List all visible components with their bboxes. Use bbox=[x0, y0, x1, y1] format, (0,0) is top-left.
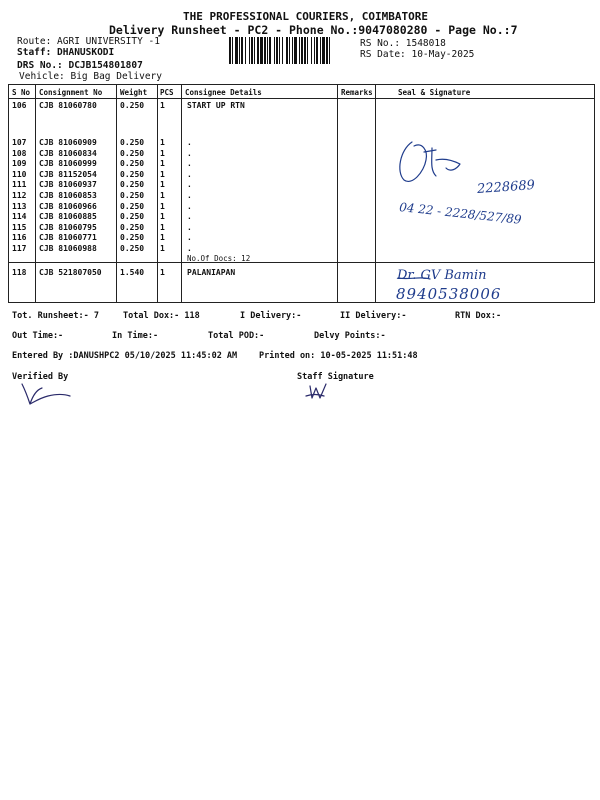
staff-label: Staff: DHANUSKODI bbox=[17, 47, 115, 58]
cell-weight: 0.250 bbox=[120, 233, 145, 243]
cell-weight: 1.540 bbox=[120, 268, 145, 277]
col-header-seal: Seal & Signature bbox=[398, 88, 471, 97]
out-time: Out Time:- bbox=[12, 331, 64, 341]
cell-pcs: 1 bbox=[160, 101, 165, 110]
cell-weight: 0.250 bbox=[120, 148, 145, 158]
col-header-sno: S No bbox=[12, 88, 31, 97]
cell-weight: 0.250 bbox=[120, 191, 145, 200]
cell-consignment: CJB 81060853 bbox=[39, 191, 97, 200]
no-of-docs: No.Of Docs: 12 bbox=[187, 254, 251, 263]
entered-by: Entered By :DANUSHPC2 05/10/2025 11:45:02 AM bbox=[12, 351, 238, 361]
handwritten-name: Dr. GV Bamin bbox=[397, 268, 487, 283]
cell-consignee: START UP RTN bbox=[187, 101, 245, 110]
cell-sno: 116 bbox=[12, 233, 27, 243]
cell-sno: 114 bbox=[12, 212, 27, 222]
delvy-points: Delvy Points:- bbox=[314, 331, 386, 341]
col-header-consignment: Consignment No bbox=[39, 88, 103, 97]
barcode-image bbox=[229, 37, 354, 64]
col-header-remarks: Remarks bbox=[341, 88, 373, 97]
cell-consignment: CJB 81060937 bbox=[39, 180, 97, 190]
cell-consignee: . bbox=[187, 180, 192, 190]
cell-consignment: CJB 81060780 bbox=[39, 101, 97, 110]
rs-date: RS Date: 10-May-2025 bbox=[360, 49, 475, 60]
cell-consignee: . bbox=[187, 244, 192, 253]
cell-sno: 115 bbox=[12, 222, 27, 232]
handwritten-numbers: 2228689 bbox=[476, 177, 536, 198]
staff-signature-label: Staff Signature bbox=[297, 372, 374, 382]
cell-weight: 0.250 bbox=[120, 222, 145, 232]
cell-pcs: 1 bbox=[160, 233, 165, 243]
cell-pcs: 1 bbox=[160, 169, 165, 179]
cell-weight: 0.250 bbox=[120, 201, 145, 211]
handwritten-phone: 8940538006 bbox=[396, 285, 502, 303]
cell-sno: 107 bbox=[12, 138, 27, 147]
cell-weight: 0.250 bbox=[120, 101, 145, 110]
cell-pcs: 1 bbox=[160, 159, 165, 169]
cell-consignment: CJB 81060795 bbox=[39, 222, 97, 232]
total-pod: Total POD:- bbox=[208, 331, 265, 341]
cell-sno: 113 bbox=[12, 201, 27, 211]
cell-pcs: 1 bbox=[160, 244, 165, 253]
cell-consignment: CJB 81060771 bbox=[39, 233, 97, 243]
cell-pcs: 1 bbox=[160, 191, 165, 200]
cell-consignment: CJB 81060966 bbox=[39, 201, 97, 211]
cell-consignee: . bbox=[187, 159, 192, 169]
col-header-consignee: Consignee Details bbox=[185, 88, 262, 97]
cell-sno: 118 bbox=[12, 268, 27, 277]
cell-pcs: 1 bbox=[160, 222, 165, 232]
handwritten-numbers-line2: 04 22 - 2228/527/89 bbox=[398, 200, 523, 227]
cell-weight: 0.250 bbox=[120, 159, 145, 169]
cell-consignment: CJB 81060999 bbox=[39, 159, 97, 169]
cell-consignment: CJB 81060988 bbox=[39, 244, 97, 253]
cell-pcs: 1 bbox=[160, 148, 165, 158]
in-time: In Time:- bbox=[112, 331, 159, 341]
verified-by-label: Verified By bbox=[12, 372, 69, 382]
cell-sno: 106 bbox=[12, 101, 27, 110]
cell-pcs: 1 bbox=[160, 212, 165, 222]
cell-weight: 0.250 bbox=[120, 169, 145, 179]
cell-consignment: CJB 81152054 bbox=[39, 169, 97, 179]
drs-number: DRS No.: DCJB154801807 bbox=[17, 60, 143, 71]
cell-sno: 111 bbox=[12, 180, 27, 190]
cell-consignee: . bbox=[187, 212, 192, 222]
cell-consignee: . bbox=[187, 201, 192, 211]
cell-consignee: . bbox=[187, 148, 192, 158]
cell-pcs: 1 bbox=[160, 180, 165, 190]
rs-number: RS No.: 1548018 bbox=[360, 38, 446, 49]
cell-consignee: PALANIAPAN bbox=[187, 268, 236, 277]
verified-by-signature bbox=[22, 384, 70, 404]
i-delivery: I Delivery:- bbox=[240, 311, 302, 321]
ii-delivery: II Delivery:- bbox=[340, 311, 407, 321]
col-header-pcs: PCS bbox=[160, 88, 174, 97]
cell-weight: 0.250 bbox=[120, 244, 145, 253]
staff-signature-mark bbox=[306, 384, 326, 398]
page-subtitle: Delivery Runsheet - PC2 - Phone No.:9047080280 - Page No.:7 bbox=[109, 23, 518, 37]
cell-pcs: 1 bbox=[160, 201, 165, 211]
col-header-weight: Weight bbox=[120, 88, 148, 97]
vehicle-label: Vehicle: Big Bag Delivery bbox=[19, 71, 162, 82]
cell-pcs: 1 bbox=[160, 138, 165, 147]
cell-pcs: 1 bbox=[160, 268, 165, 277]
cell-sno: 117 bbox=[12, 244, 27, 253]
route-label: Route: AGRI UNIVERSITY -1 bbox=[17, 36, 160, 47]
cell-weight: 0.250 bbox=[120, 180, 145, 190]
cell-consignment: CJB 521807050 bbox=[39, 268, 102, 277]
cell-consignment: CJB 81060909 bbox=[39, 138, 97, 147]
cell-consignment: CJB 81060885 bbox=[39, 212, 97, 222]
cell-consignee: . bbox=[187, 233, 192, 243]
total-dox: Total Dox:- 118 bbox=[123, 311, 200, 321]
cell-sno: 112 bbox=[12, 191, 27, 200]
cell-weight: 0.250 bbox=[120, 138, 145, 147]
cell-consignee: . bbox=[187, 169, 192, 179]
cell-sno: 109 bbox=[12, 159, 27, 169]
cell-sno: 108 bbox=[12, 148, 27, 158]
printed-on: Printed on: 10-05-2025 11:51:48 bbox=[259, 351, 418, 361]
cell-weight: 0.250 bbox=[120, 212, 145, 222]
cell-consignee: . bbox=[187, 222, 192, 232]
rtn-dox: RTN Dox:- bbox=[455, 311, 502, 321]
cell-sno: 110 bbox=[12, 169, 27, 179]
total-runsheet: Tot. Runsheet:- 7 bbox=[12, 311, 99, 321]
cell-consignment: CJB 81060834 bbox=[39, 148, 97, 158]
page-title: THE PROFESSIONAL COURIERS, COIMBATORE bbox=[183, 10, 429, 23]
cell-consignee: . bbox=[187, 138, 192, 147]
cell-consignee: . bbox=[187, 191, 192, 200]
